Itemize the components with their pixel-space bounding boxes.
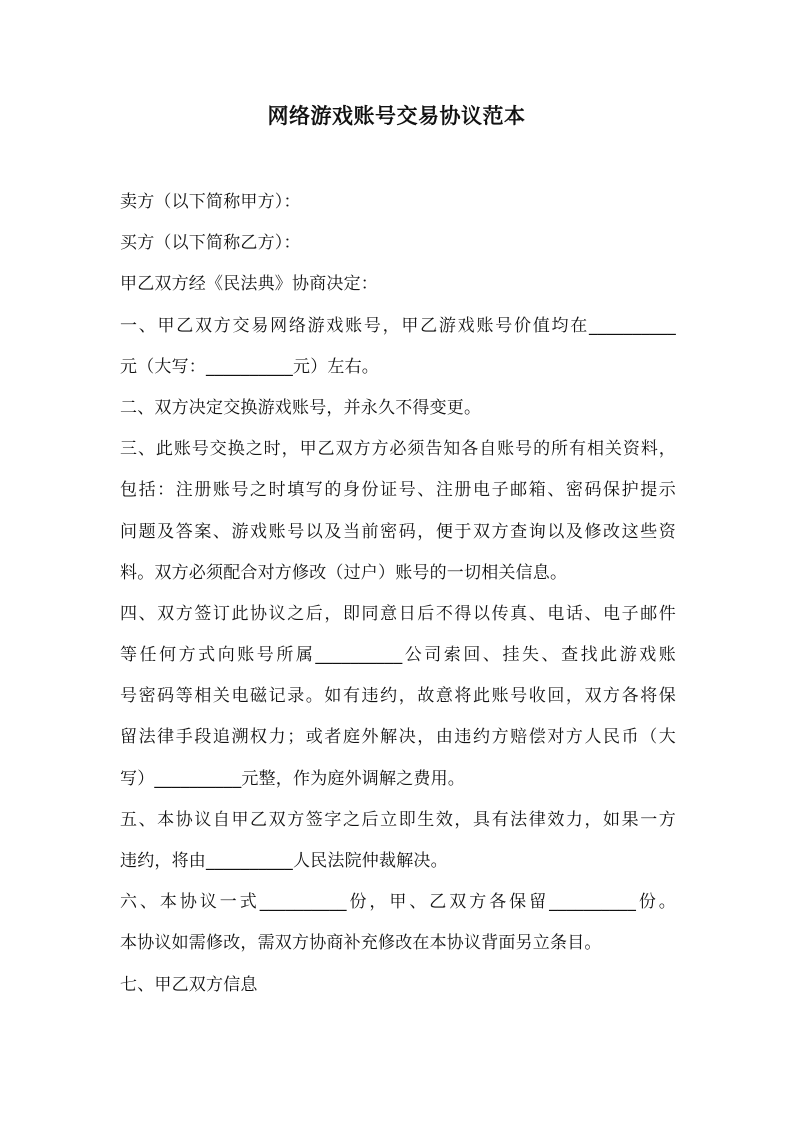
text-line-clause-7: 七、甲乙双方信息 <box>120 974 258 995</box>
text-line-clause-4-cont: 号密码等相关电磁记录。如有违约，故意将此账号收回，双方各将保 <box>120 686 676 707</box>
text-line-clause-5: 五、本协议自甲乙双方签字之后立即生效，具有法律效力，如果一方 <box>120 809 676 830</box>
text-line-intro: 甲乙双方经《民法典》协商决定： <box>120 274 378 295</box>
text-line-clause-4-cont: 留法律手段追溯权力；或者庭外解决，由违约方赔偿对方人民币（大 <box>120 727 676 748</box>
text-line-clause-3: 三、此账号交换之时，甲乙双方方必须告知各自账号的所有相关资料， <box>120 439 676 460</box>
text-line-clause-1: 一、甲乙双方交易网络游戏账号，甲乙游戏账号价值均在__________ <box>120 315 676 336</box>
text-line-clause-3-cont: 问题及答案、游戏账号以及当前密码，便于双方查询以及修改这些资 <box>120 521 676 542</box>
text-line-clause-4-cont: 等任何方式向账号所属__________公司索回、挂失、查找此游戏账 <box>120 645 676 666</box>
text-line-buyer: 买方（以下简称乙方）： <box>120 233 301 254</box>
document-body <box>120 182 676 1006</box>
text-line-clause-6: 六、本协议一式__________份，甲、乙双方各保留__________份。 <box>120 892 676 913</box>
text-line-seller: 卖方（以下简称甲方）： <box>120 192 301 212</box>
text-line-clause-6-cont: 本协议如需修改，需双方协商补充修改在本协议背面另立条目。 <box>120 933 602 954</box>
text-line-clause-1-cont: 元（大写：__________元）左右。 <box>120 356 379 377</box>
text-line-clause-5-cont: 违约，将由__________人民法院仲裁解决。 <box>120 851 448 871</box>
document-title: 网络游戏账号交易协议范本 <box>267 104 526 128</box>
text-line-clause-4-cont: 写）__________元整，作为庭外调解之费用。 <box>120 768 465 789</box>
text-line-clause-4: 四、双方签订此协议之后，即同意日后不得以传真、电话、电子邮件 <box>120 603 676 624</box>
text-line-clause-3-cont: 包括：注册账号之时填写的身份证号、注册电子邮箱、密码保护提示 <box>120 480 676 501</box>
text-line-clause-2: 二、双方决定交换游戏账号，并永久不得变更。 <box>120 397 482 418</box>
text-line-clause-3-cont: 料。双方必须配合对方修改（过户）账号的一切相关信息。 <box>120 562 568 583</box>
